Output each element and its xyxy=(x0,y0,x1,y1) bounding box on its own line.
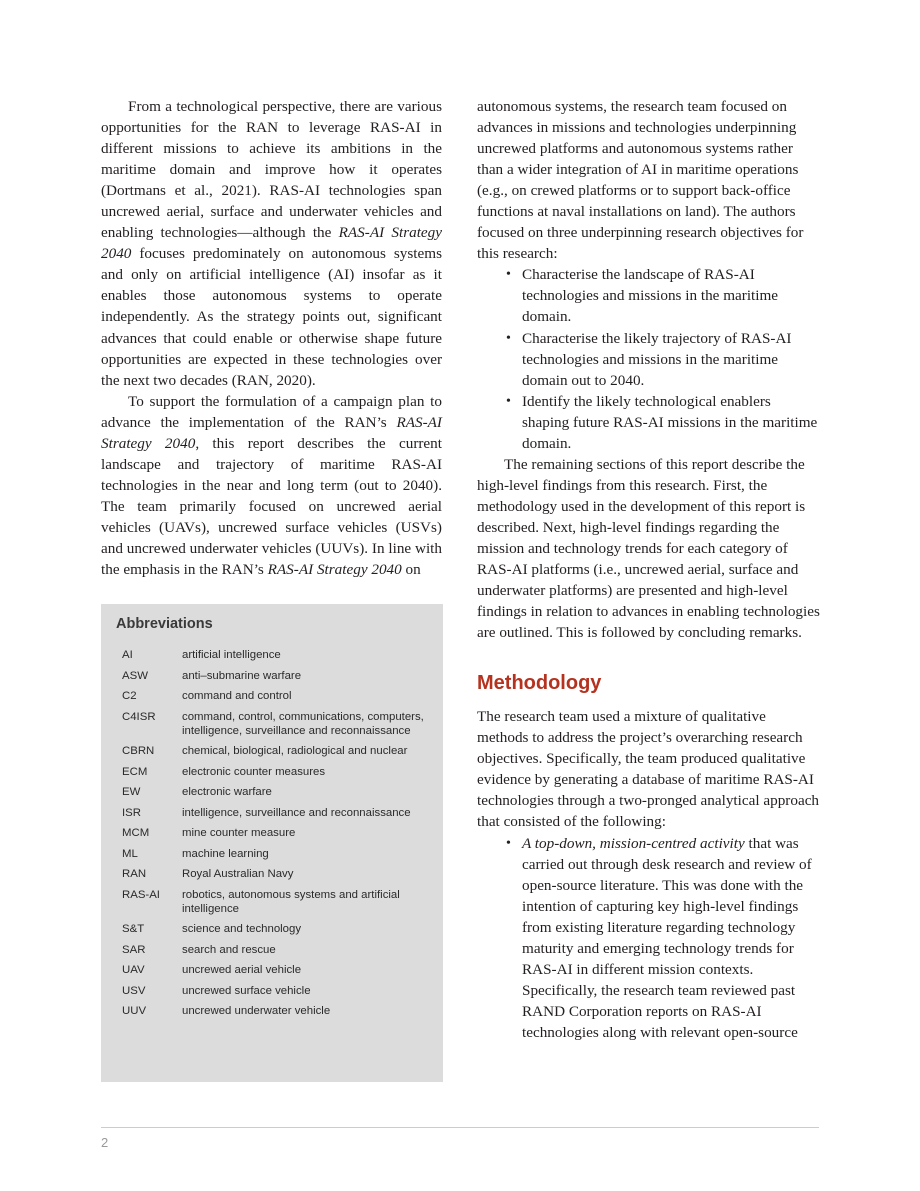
footer-divider xyxy=(101,1127,819,1128)
abbreviation-term: ASW xyxy=(122,669,148,682)
right-column xyxy=(477,96,820,1043)
abbreviation-row xyxy=(122,963,432,977)
list-item: • Characterise the likely trajectory of RAS-AI technologies and missions in the maritime domain out to 2040. xyxy=(522,328,820,391)
body-paragraph: From a technological perspective, there are various opportunities for the RAN to leverage RAS-AI in different missions to achieve its ambitions in the maritime domain and improve how it operates (Dortmans et al., 2021). RAS-AI technologies span uncrewed aerial, surface and underwater vehicles and enabling technologies—although the RAS-AI Strategy 2040 focuses predominately on autonomous systems and only on artificial intelligence (AI) insofar as it enables those autonomous systems to operate independently. As the strategy points out, significant advances that could enable or otherwise shape future opportunities are expected in these technologies over the next two decades (RAN, 2020). xyxy=(101,98,443,389)
abbreviation-definition: robotics, autonomous systems and artificial intelligence xyxy=(182,888,400,915)
list-item: • Identify the likely technological enablers shaping future RAS-AI missions in the maritime domain. xyxy=(522,391,820,454)
abbreviation-term: S&T xyxy=(122,923,145,936)
abbreviation-definition: uncrewed underwater vehicle xyxy=(182,1005,331,1018)
abbreviation-term: EW xyxy=(122,786,141,799)
abbreviation-term: SAR xyxy=(122,943,146,956)
method-list xyxy=(477,833,820,1043)
abbreviation-definition: electronic counter measures xyxy=(182,765,326,778)
abbreviation-row xyxy=(122,648,432,662)
abbreviation-row xyxy=(122,744,432,758)
body-paragraph: autonomous systems, the research team focused on advances in missions and technologies underpinning uncrewed platforms and autonomous systems rather than a wider integration of AI in maritime operations (e.g., on crewed platforms or to support back-office functions at naval installations on land). The authors focused on three underpinning research objectives for this research: xyxy=(477,98,804,263)
abbreviation-definition: mine counter measure xyxy=(182,827,296,840)
abbreviation-term: CBRN xyxy=(122,745,155,758)
abbreviation-term: ML xyxy=(122,847,138,860)
abbreviation-definition: science and technology xyxy=(182,923,302,936)
abbreviation-definition: chemical, biological, radiological and nuclear xyxy=(182,745,408,758)
abbreviation-row xyxy=(122,710,432,738)
abbreviation-row xyxy=(122,922,432,936)
abbreviation-definition: uncrewed surface vehicle xyxy=(182,984,311,997)
abbreviation-row xyxy=(122,867,432,881)
list-item: • A top-down, mission-centred activity that was carried out through desk research and review of open-source literature. This was done with the intention of capturing key high-level findings from existing literature regarding technology maturity and emerging technology trends for RAS-AI in different mission contexts. Specifically, the research team reviewed past RAND Corporation reports on RAS-AI technologies along with relevant open-source xyxy=(522,833,820,1043)
abbreviation-row xyxy=(122,765,432,779)
abbreviation-row xyxy=(122,888,432,916)
abbreviation-term: MCM xyxy=(122,827,150,840)
research-objectives-list xyxy=(477,264,820,453)
abbreviation-term: C4ISR xyxy=(122,710,156,723)
abbreviation-row xyxy=(122,669,432,683)
body-paragraph: The research team used a mixture of qualitative methods to address the project’s overarching research objectives. Specifically, the team produced qualitative evidence by generating a database of maritime RAS-AI technologies through a two-pronged analytical approach that consisted of the following: xyxy=(477,708,820,831)
body-paragraph: The remaining sections of this report describe the high-level findings from this research. First, the methodology used in the development of this report is described. Next, high-level findings regarding the mission and technology trends for each category of RAS-AI platforms (i.e., uncrewed aerial, surface and underwater platforms) are presented and high-level findings in relation to advances in enabling technologies are outlined. This is followed by concluding remarks. xyxy=(477,455,820,642)
abbreviation-definition: machine learning xyxy=(182,847,269,860)
abbreviation-term: UUV xyxy=(122,1005,147,1018)
section-heading: Methodology xyxy=(477,672,602,695)
abbreviation-row xyxy=(122,806,432,820)
abbreviation-term: ECM xyxy=(122,765,148,778)
abbreviation-term: RAN xyxy=(122,868,147,881)
abbreviation-term: C2 xyxy=(122,690,137,702)
abbreviation-term: ISR xyxy=(122,806,141,819)
abbreviation-definition: command and control xyxy=(182,690,292,702)
abbreviation-term: UAV xyxy=(122,964,145,977)
page-number: 2 xyxy=(101,1135,109,1150)
abbreviation-row xyxy=(122,826,432,840)
abbreviations-list xyxy=(122,648,432,1025)
abbreviation-definition: anti–submarine warfare xyxy=(182,669,302,682)
abbreviation-row xyxy=(122,785,432,799)
abbreviation-term: USV xyxy=(122,984,146,997)
abbreviation-term: RAS-AI xyxy=(122,888,160,901)
abbreviation-row xyxy=(122,1004,432,1018)
abbreviation-definition: intelligence, surveillance and reconnaissance xyxy=(182,806,411,819)
abbreviation-definition: artificial intelligence xyxy=(182,649,281,661)
left-column xyxy=(101,96,442,580)
abbreviation-row xyxy=(122,943,432,957)
body-paragraph: To support the formulation of a campaign plan to advance the implementation of the RAN’s RAS-AI Strategy 2040, this report describes the current landscape and trajectory of maritime RAS-AI technologies in the near and long term (out to 2040). The team primarily focused on uncrewed aerial vehicles (UAVs), uncrewed surface vehicles (USVs) and uncrewed underwater vehicles (UUVs). In line with the emphasis in the RAN’s RAS-AI Strategy 2040 on xyxy=(101,392,442,579)
abbreviations-box xyxy=(101,604,443,1082)
abbreviation-row xyxy=(122,689,432,703)
abbreviation-row xyxy=(122,984,432,998)
list-item: • Characterise the landscape of RAS-AI technologies and missions in the maritime domain. xyxy=(522,264,820,327)
abbreviation-definition: uncrewed aerial vehicle xyxy=(182,964,302,977)
abbreviations-title: Abbreviations xyxy=(116,616,213,632)
abbreviation-definition: Royal Australian Navy xyxy=(182,868,294,881)
abbreviation-row xyxy=(122,847,432,861)
abbreviation-definition: search and rescue xyxy=(182,943,276,956)
abbreviation-definition: command, control, communications, computers, intelligence, surveillance and reconnaissance xyxy=(182,710,424,737)
abbreviation-term: AI xyxy=(122,649,133,661)
abbreviation-definition: electronic warfare xyxy=(182,786,272,799)
